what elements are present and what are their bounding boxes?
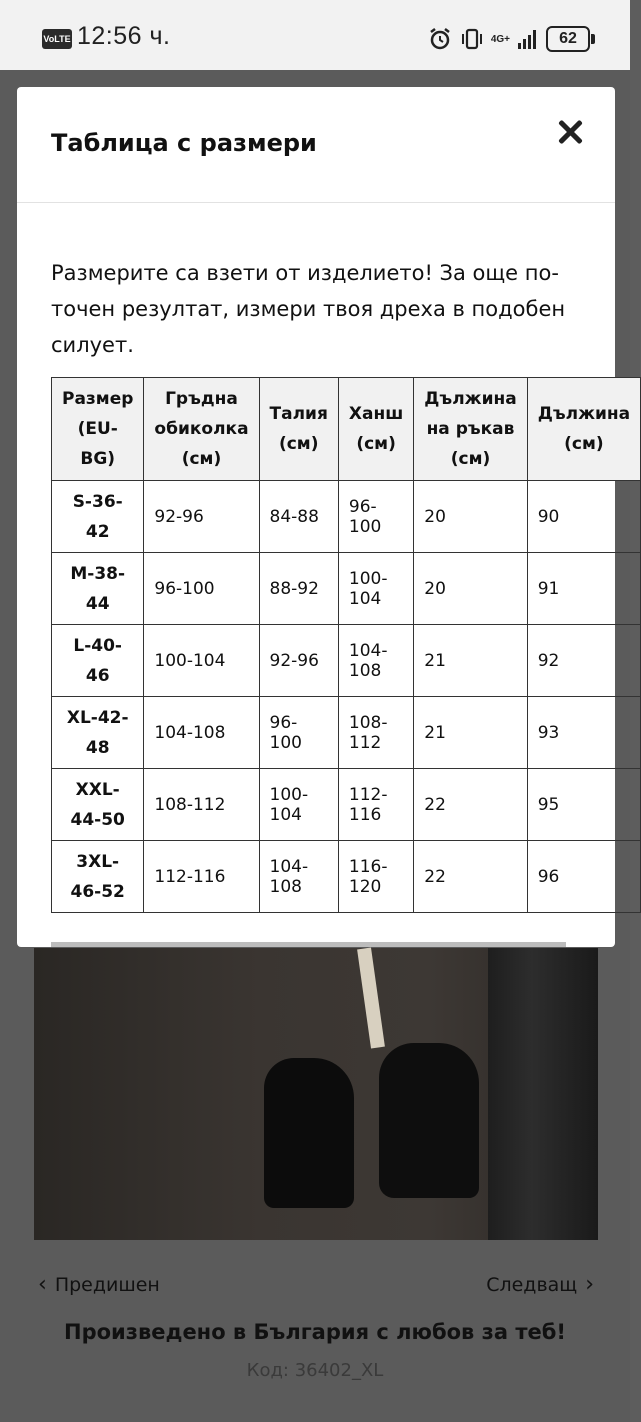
table-cell: 104-108 bbox=[259, 841, 338, 913]
alarm-icon bbox=[427, 26, 453, 52]
table-header-row bbox=[52, 378, 641, 481]
table-cell: 108-112 bbox=[338, 697, 413, 769]
table-cell: L-40-46 bbox=[52, 625, 144, 697]
size-chart-modal bbox=[17, 87, 631, 947]
column-header: Размер (EU-BG) bbox=[52, 378, 144, 481]
table-cell: 22 bbox=[414, 841, 527, 913]
table-cell: 96 bbox=[527, 841, 640, 913]
product-navigation bbox=[0, 1268, 630, 1298]
table-cell: 96-100 bbox=[259, 697, 338, 769]
table-cell: 20 bbox=[414, 553, 527, 625]
volte-icon: VoLTE bbox=[42, 29, 72, 49]
chevron-left-icon: ‹ bbox=[38, 1272, 47, 1297]
table-row bbox=[52, 697, 641, 769]
boot-left bbox=[264, 1058, 354, 1208]
table-cell: 96-100 bbox=[144, 553, 259, 625]
table-cell: 84-88 bbox=[259, 481, 338, 553]
table-cell: 91 bbox=[527, 553, 640, 625]
next-product-link[interactable] bbox=[486, 1272, 594, 1297]
table-cell: 112-116 bbox=[338, 769, 413, 841]
size-table bbox=[51, 377, 641, 913]
table-row bbox=[52, 841, 641, 913]
table-cell: 93 bbox=[527, 697, 640, 769]
table-cell: 95 bbox=[527, 769, 640, 841]
table-cell: 100-104 bbox=[144, 625, 259, 697]
next-label: Следващ bbox=[486, 1273, 578, 1296]
product-code: Код: 36402_XL bbox=[246, 1360, 384, 1381]
table-row bbox=[52, 481, 641, 553]
modal-header bbox=[17, 87, 615, 203]
network-type: 4G+ bbox=[490, 33, 510, 45]
column-header: Ханш (см) bbox=[338, 378, 413, 481]
column-header: Дължина (см) bbox=[527, 378, 640, 481]
table-cell: 100-104 bbox=[338, 553, 413, 625]
table-cell: 112-116 bbox=[144, 841, 259, 913]
table-cell: 90 bbox=[527, 481, 640, 553]
table-cell: 88-92 bbox=[259, 553, 338, 625]
table-cell: 116-120 bbox=[338, 841, 413, 913]
table-cell: 3XL-46-52 bbox=[52, 841, 144, 913]
previous-product-link[interactable] bbox=[38, 1272, 160, 1297]
vibrate-icon bbox=[459, 26, 485, 52]
bag-strap bbox=[357, 948, 385, 1049]
table-cell: 104-108 bbox=[338, 625, 413, 697]
modal-title: Таблица с размери bbox=[51, 129, 317, 157]
table-cell: 22 bbox=[414, 769, 527, 841]
table-cell: 96-100 bbox=[338, 481, 413, 553]
barrel-prop bbox=[488, 948, 598, 1240]
product-photo bbox=[34, 948, 598, 1240]
table-row bbox=[52, 769, 641, 841]
table-row bbox=[52, 553, 641, 625]
battery-indicator: 62 bbox=[546, 26, 590, 52]
size-chart-intro: Размерите са взети от изделието! За още по-точен резултат, измери твоя дреха в подобен силует. bbox=[51, 261, 566, 357]
table-cell: 92 bbox=[527, 625, 640, 697]
size-table-scroll[interactable] bbox=[51, 377, 631, 915]
status-bar bbox=[0, 0, 630, 70]
close-icon[interactable] bbox=[555, 117, 585, 147]
table-cell: 21 bbox=[414, 697, 527, 769]
column-header: Талия (см) bbox=[259, 378, 338, 481]
status-time: 12:56 ч. bbox=[77, 22, 171, 50]
table-cell: 108-112 bbox=[144, 769, 259, 841]
table-cell: S-36-42 bbox=[52, 481, 144, 553]
previous-label: Предишен bbox=[54, 1273, 160, 1296]
table-cell: 104-108 bbox=[144, 697, 259, 769]
tagline: Произведено в България с любов за теб! bbox=[64, 1320, 566, 1344]
chevron-right-icon: › bbox=[585, 1272, 594, 1297]
signal-icon bbox=[516, 27, 540, 51]
table-row bbox=[52, 625, 641, 697]
table-cell: 21 bbox=[414, 625, 527, 697]
table-cell: M-38-44 bbox=[52, 553, 144, 625]
column-header: Дължина на ръкав (см) bbox=[414, 378, 527, 481]
boot-right bbox=[379, 1043, 479, 1198]
table-cell: 20 bbox=[414, 481, 527, 553]
horizontal-scrollbar[interactable] bbox=[51, 942, 566, 947]
table-cell: XXL-44-50 bbox=[52, 769, 144, 841]
table-cell: XL-42-48 bbox=[52, 697, 144, 769]
table-cell: 100-104 bbox=[259, 769, 338, 841]
table-cell: 92-96 bbox=[144, 481, 259, 553]
table-cell: 92-96 bbox=[259, 625, 338, 697]
column-header: Гръдна обиколка (см) bbox=[144, 378, 259, 481]
